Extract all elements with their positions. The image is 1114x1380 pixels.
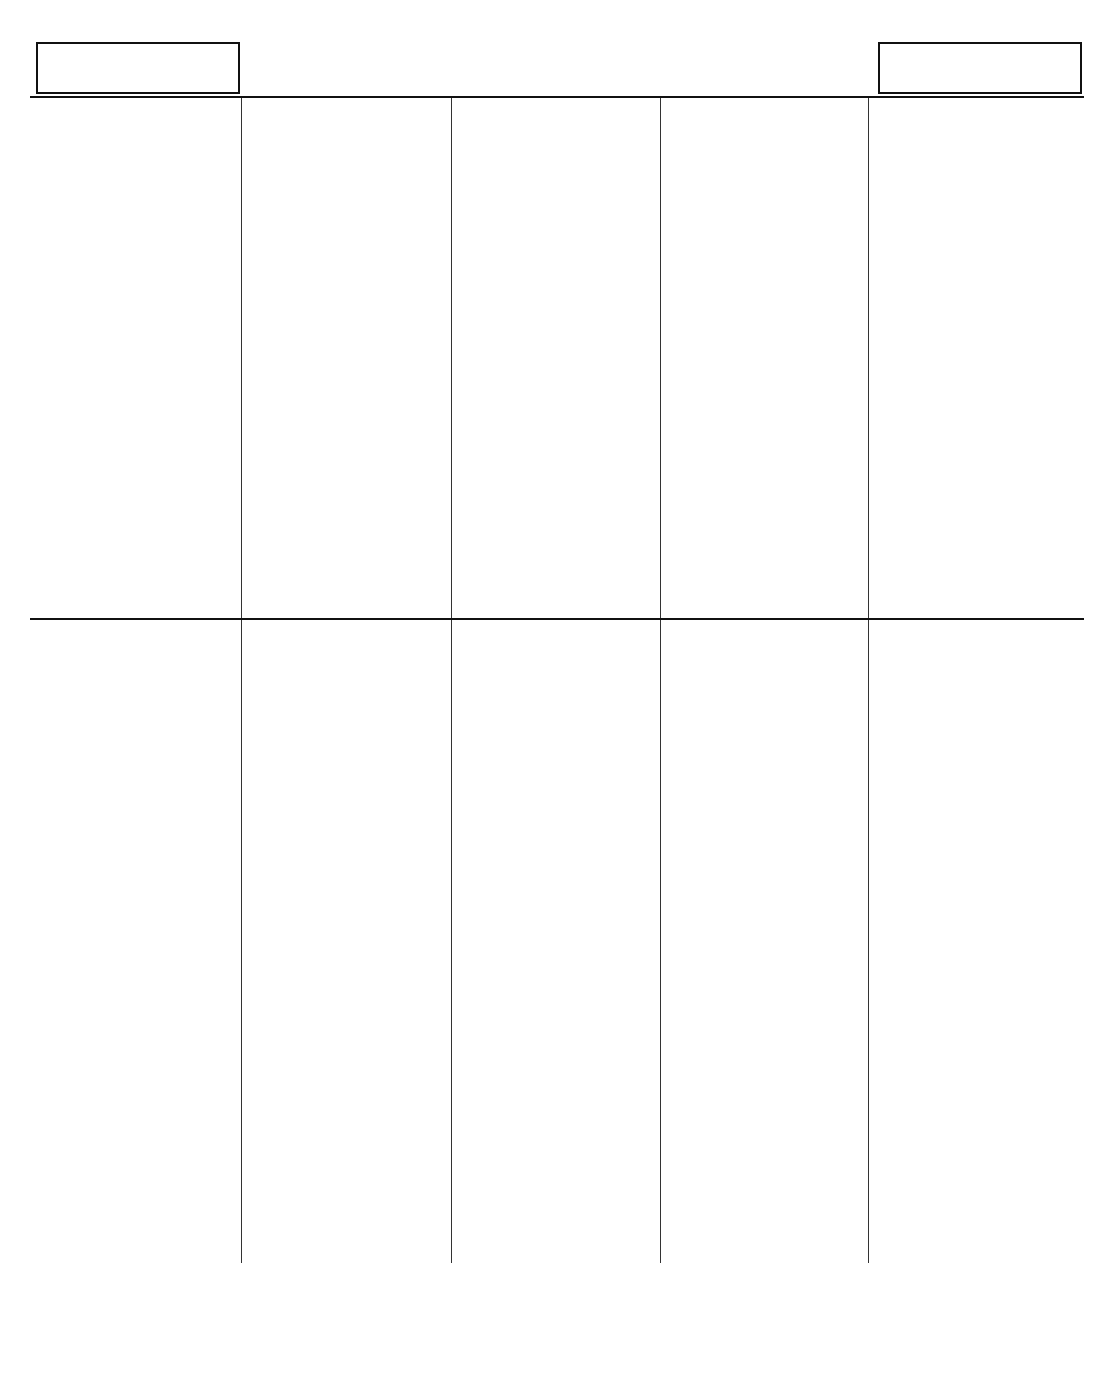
news-box-right xyxy=(878,42,1082,94)
news-box-left xyxy=(36,42,240,94)
